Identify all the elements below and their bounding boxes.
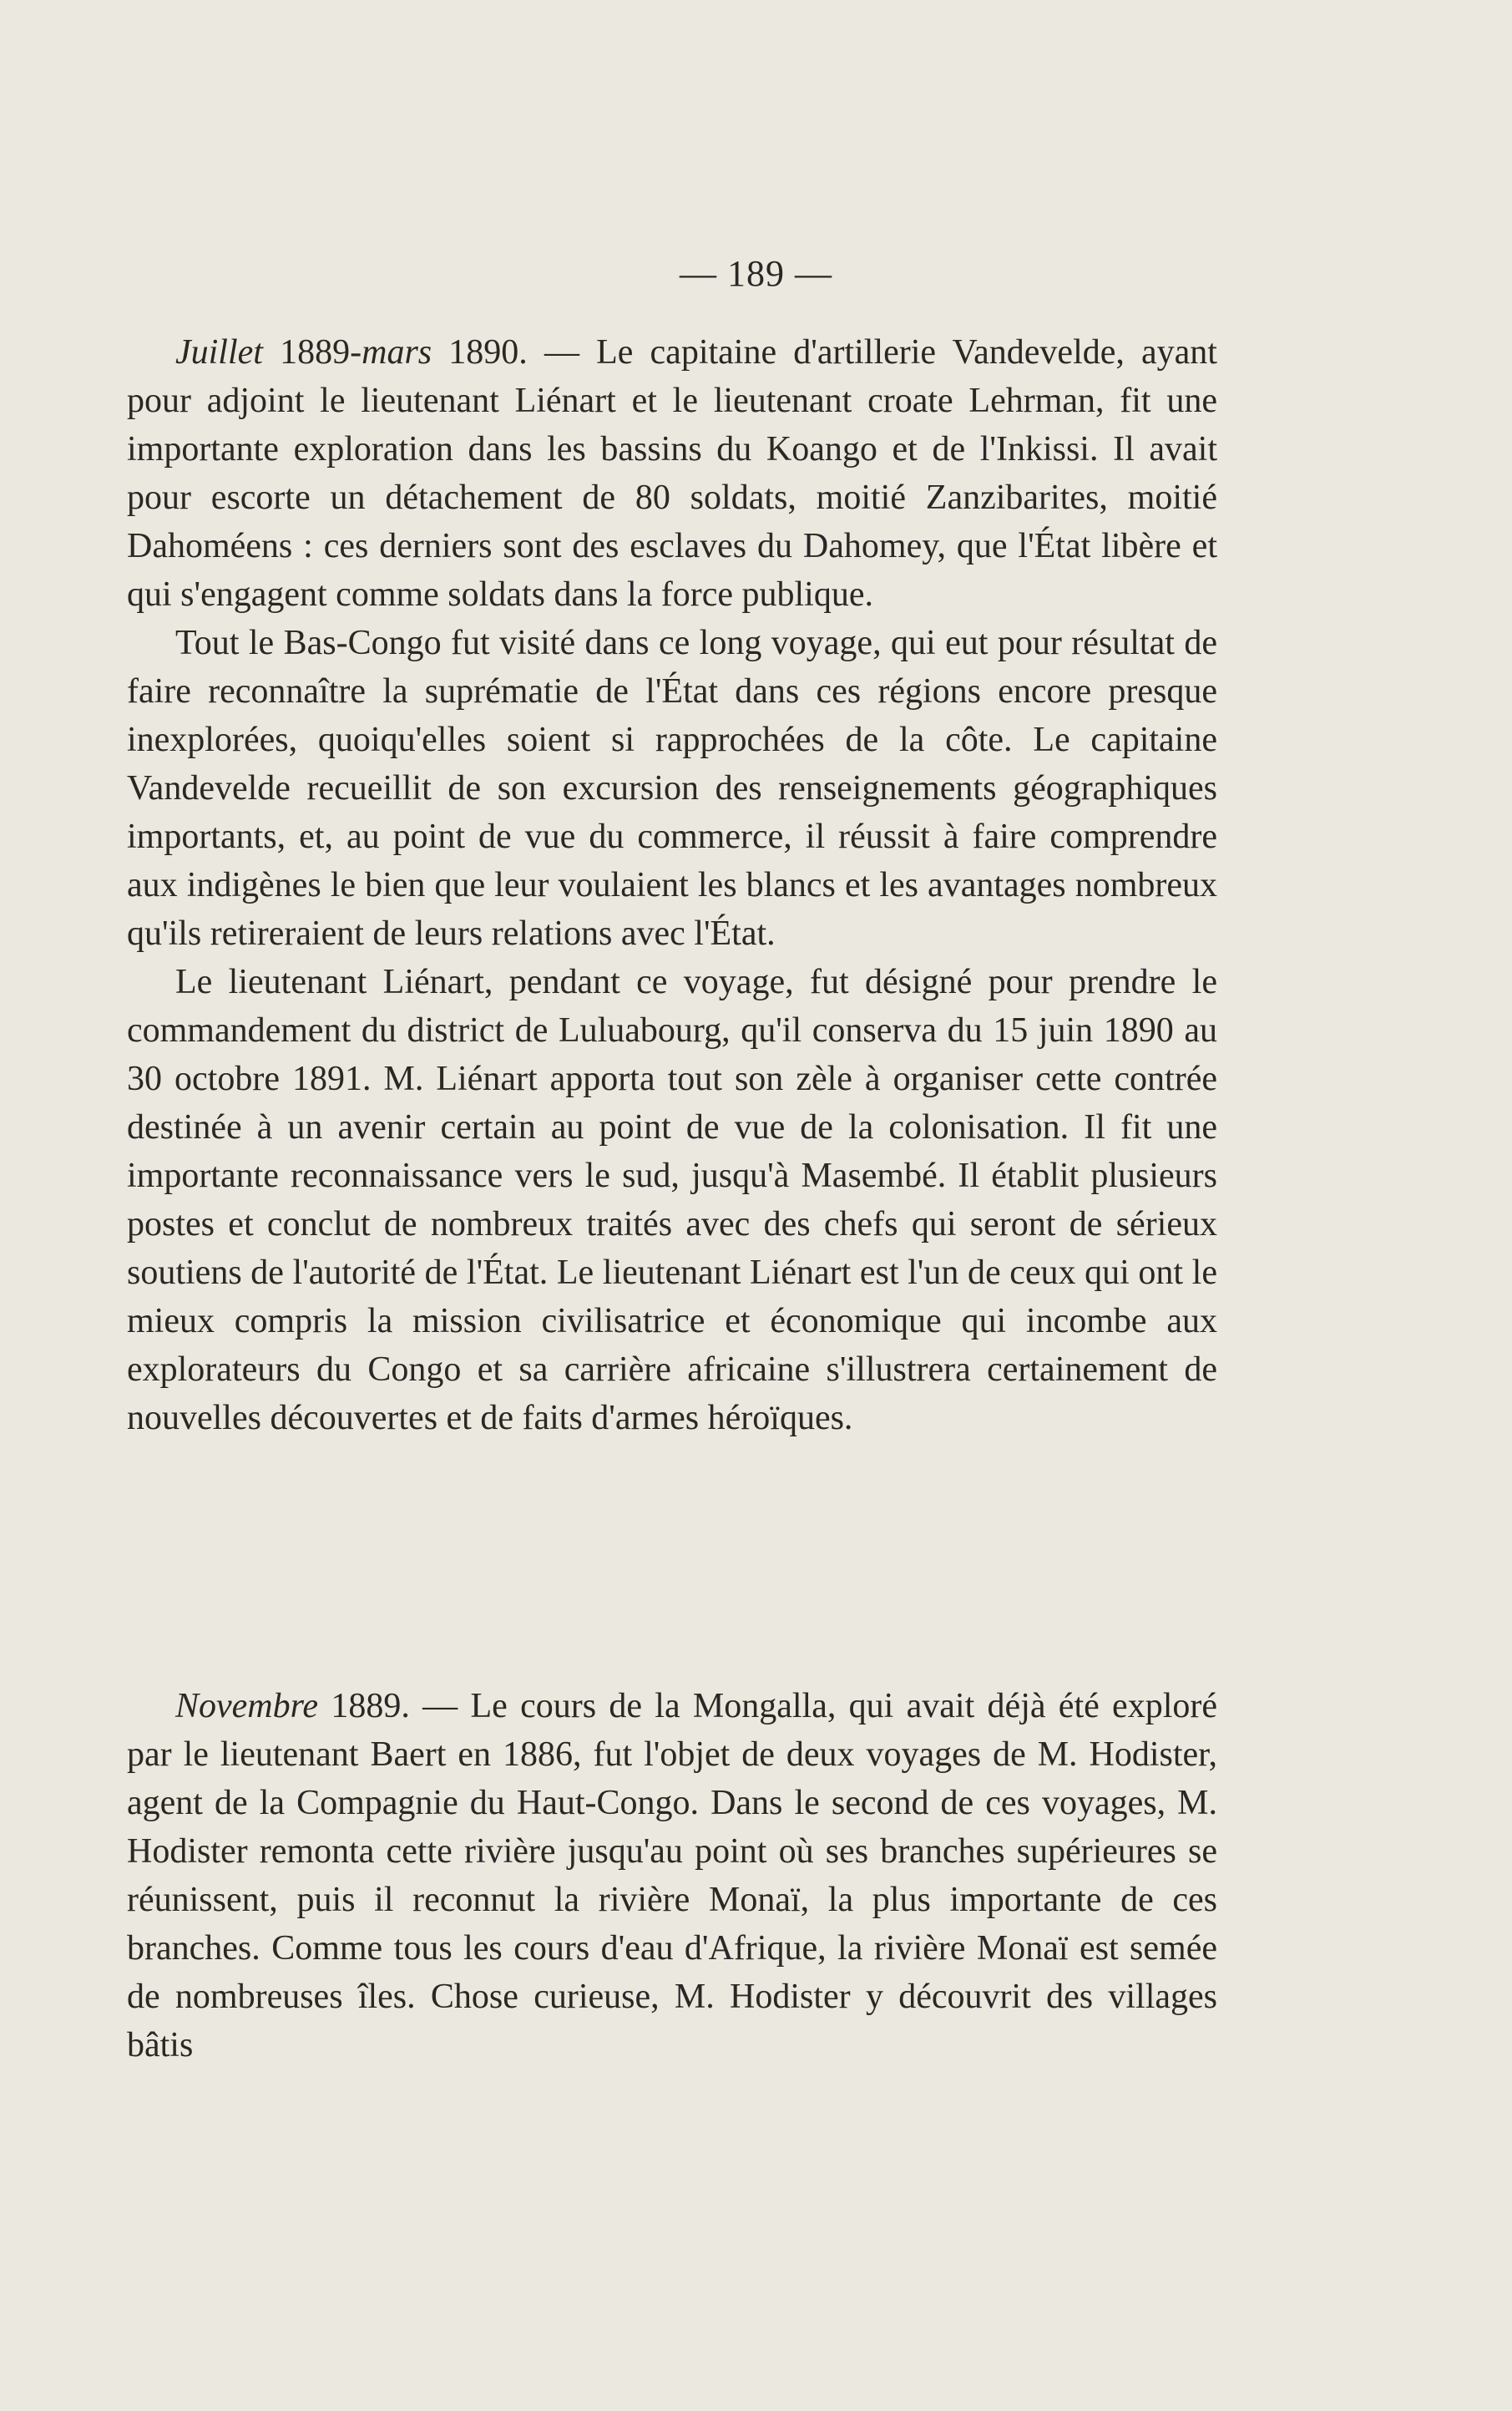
- paragraph-mongalla: [127, 1682, 1217, 2069]
- paragraph-bas-congo: Tout le Bas-Congo fut visité dans ce long voyage, qui eut pour résultat de faire reconnaître la suprématie de l'État dans ces régions encore presque inexplorées, quoiqu'elles soient si rapprochées de la côte. Le capitaine Vandevelde recueillit de son excursion des renseignements géographiques importants, et, au point de vue du commerce, il réussit à faire comprendre aux indigènes le bien que leur voulaient les blancs et les avantages nombreux qu'ils retireraient de leurs relations avec l'État.: [127, 624, 1217, 953]
- paragraph-text: 1890. — Le capitaine d'artillerie Vandevelde, ayant pour adjoint le lieutenant Liénart et le lieutenant croate Lehrman, fit une importante exploration dans les bassins du Koango et de l'Inkissi. Il avait pour escorte un détachement de 80 soldats, moitié Zanzibarites, moitié Dahoméens : ces derniers sont des esclaves du Dahomey, que l'État libère et qui s'engagent comme soldats dans la force publique.: [127, 333, 1217, 614]
- section-juillet-1889: [127, 328, 1217, 1442]
- paragraph-text: 1889. — Le cours de la Mongalla, qui avait déjà été exploré par le lieutenant Baert en 1886, fut l'objet de deux voyages de M. Hodister, agent de la Compagnie du Haut-Congo. Dans le second de ces voyages, M. Hodister remonta cette rivière jusqu'au point où ses branches supérieures se réunissent, puis il reconnut la rivière Monaï, la plus importante de ces branches. Comme tous les cours d'eau d'Afrique, la rivière Monaï est semée de nombreuses îles. Chose curieuse, M. Hodister y découvrit des villages bâtis: [127, 1687, 1217, 2064]
- paragraph-vandevelde-expedition: [127, 328, 1217, 619]
- date-year-start: 1889-: [262, 333, 362, 372]
- page-number: — 189 —: [680, 253, 832, 294]
- section-novembre-1889: [127, 1682, 1217, 2069]
- date-month-italic: Juillet: [175, 333, 263, 372]
- date-month-end-italic: mars: [362, 333, 432, 372]
- paragraph-lienart: Le lieutenant Liénart, pendant ce voyage, fut désigné pour prendre le commandement du district de Luluabourg, qu'il conserva du 15 juin 1890 au 30 octobre 1891. M. Liénart apporta tout son zèle à organiser cette contrée destinée à un avenir certain au point de vue de la colonisation. Il fit une importante reconnaissance vers le sud, jusqu'à Masembé. Il établit plusieurs postes et conclut de nombreux traités avec des chefs qui seront de sérieux soutiens de l'autorité de l'État. Le lieutenant Liénart est l'un de ceux qui ont le mieux compris la mission civilisatrice et économique qui incombe aux explorateurs du Congo et sa carrière africaine s'illustrera certainement de nouvelles découvertes et de faits d'armes héroïques.: [127, 963, 1217, 1437]
- date-month-italic: Novembre: [175, 1687, 319, 1725]
